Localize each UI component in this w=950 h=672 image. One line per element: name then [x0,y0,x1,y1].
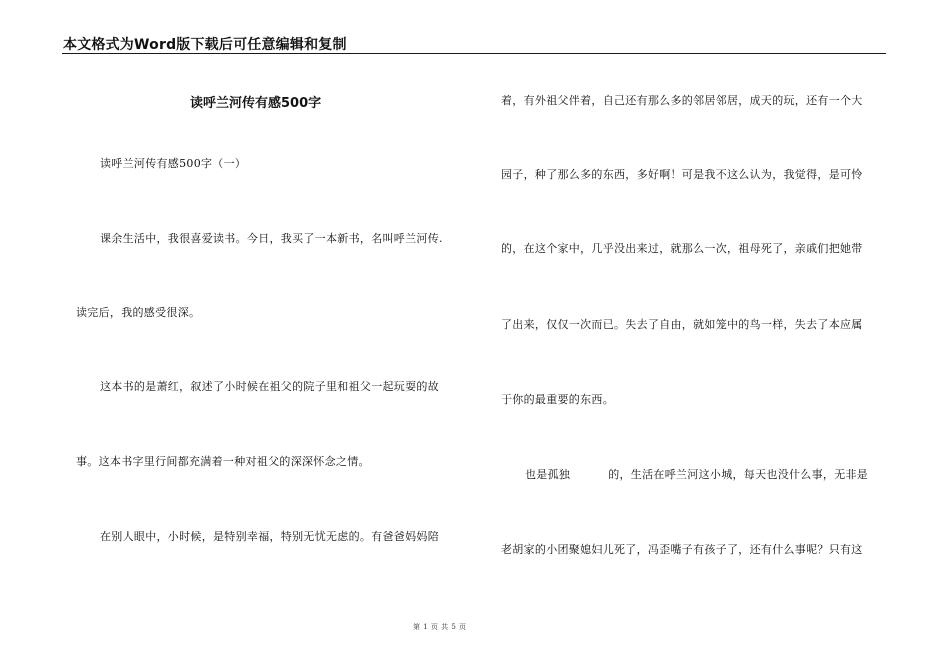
document-title: 读呼兰河传有感500字 [190,96,322,111]
paragraph-line: 了出来，仅仅一次而已。失去了自由，就如笼中的鸟一样，失去了本应属 [501,318,863,331]
paragraph-fragment: 也是孤独 [525,468,571,481]
paragraph-line: 于你的最重要的东西。 [501,393,614,406]
document-header-title: 本文格式为Word版下载后可任意编辑和复制 [63,37,347,53]
page-number-footer: 第 1 页 共 5 页 [413,623,467,631]
left-text-column [76,0,466,672]
paragraph-line: 读完后，我的感受很深。 [76,306,201,319]
paragraph-line: 着，有外祖父伴着，自己还有那么多的邻居邻居，成天的玩，还有一个大 [501,94,863,107]
paragraph-line: 的，在这个家中，几乎没出来过，就那么一次，祖母死了，亲戚们把她带 [501,242,863,255]
paragraph-line: 老胡家的小团聚媳妇儿死了，冯歪嘴子有孩子了，还有什么事呢？只有这 [501,543,863,556]
paragraph-line [525,468,868,482]
paragraph-line: 在别人眼中，小时候，是特别幸福，特别无忧无虑的。有爸爸妈妈陪 [100,530,439,543]
paragraph-line: 这本书的是萧红，叙述了小时候在祖父的院子里和祖父一起玩耍的故 [100,380,439,393]
paragraph-fragment: 的，生活在呼兰河这小城，每天也没什么事，无非是 [608,468,869,481]
paragraph-line: 课余生活中，我很喜爱读书。今日，我买了一本新书，名叫呼兰河传. [100,232,443,245]
paragraph-line: 事。这本书字里行间都充满着一种对祖父的深深怀念之情。 [76,455,370,468]
right-text-column [501,0,891,672]
subtitle-line: 读呼兰河传有感500字（一） [100,157,247,170]
paragraph-line: 园子，种了那么多的东西，多好啊！可是我不这么认为，我觉得，是可怜 [501,168,863,181]
